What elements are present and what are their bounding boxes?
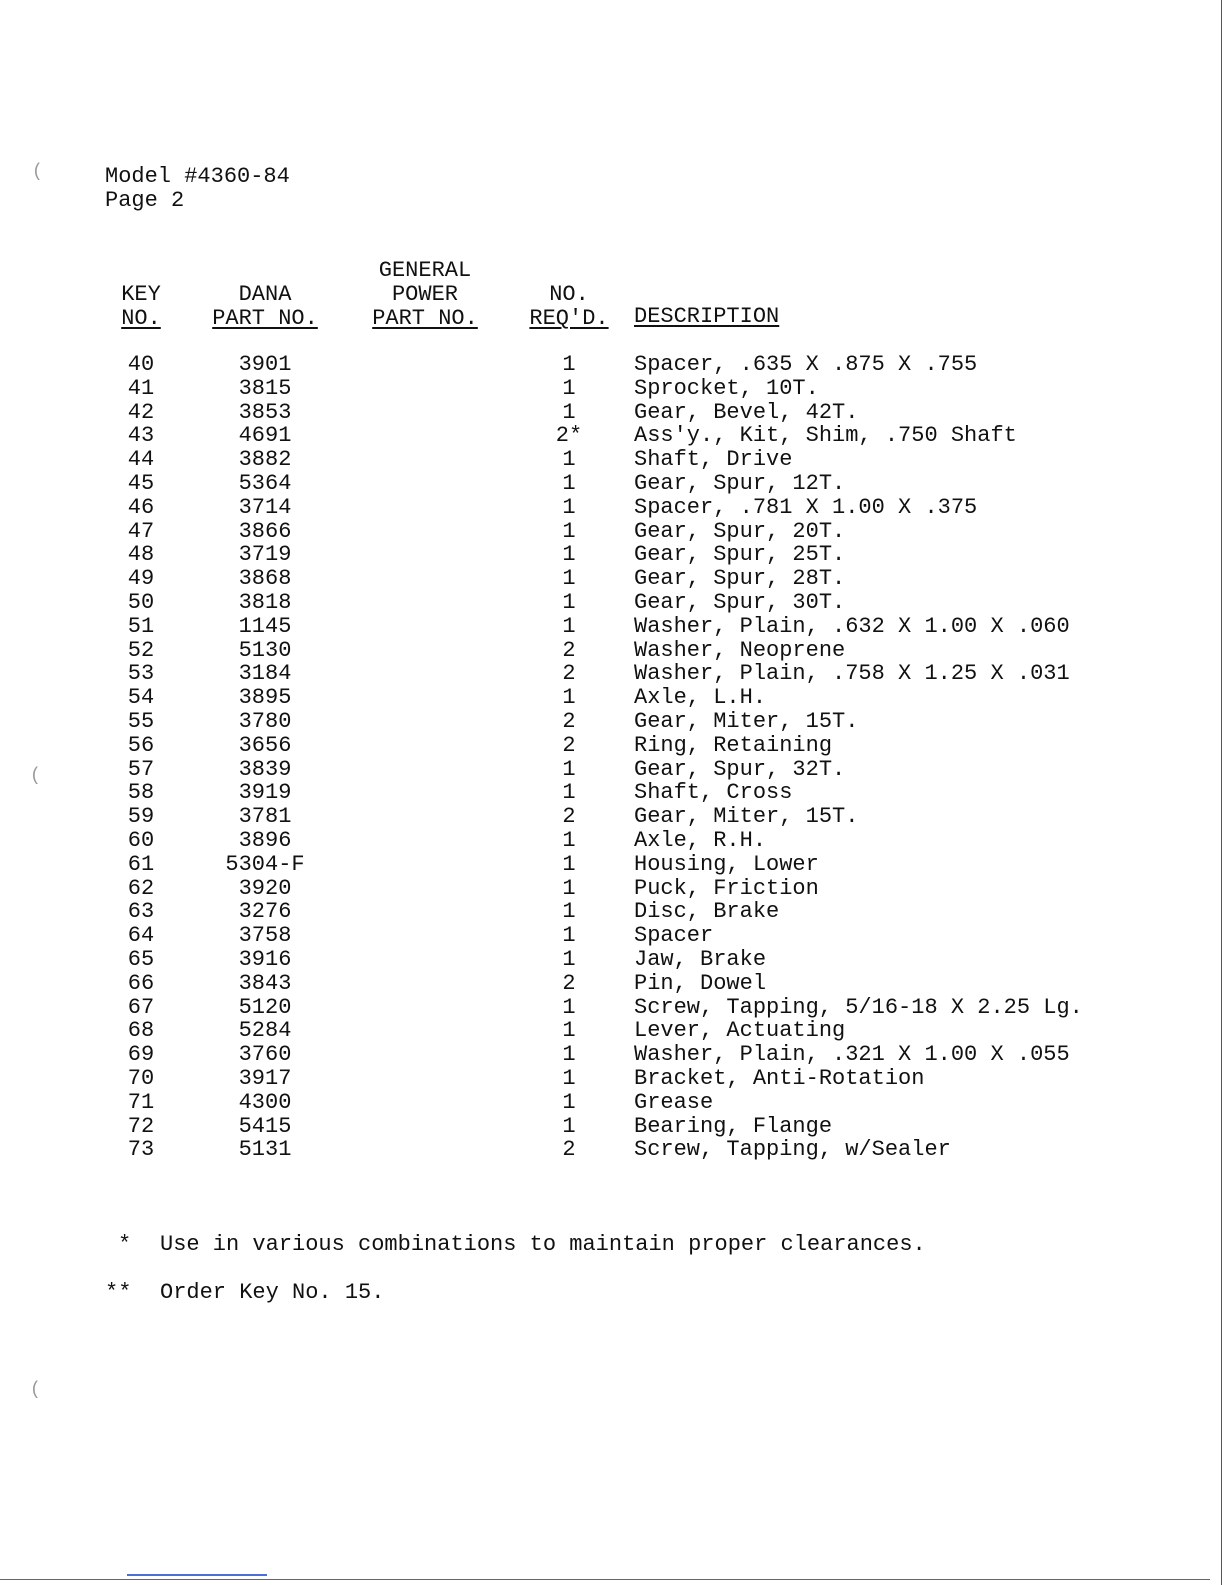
page-label: Page 2: [105, 188, 185, 213]
key-no-cell: 48: [127, 542, 155, 568]
req-qty-cell: 1: [562, 1089, 576, 1115]
req-qty-cell: 1: [562, 518, 576, 544]
key-no-cell: 71: [127, 1089, 155, 1115]
dana-part-no-cell: 3276: [238, 899, 292, 925]
dana-part-no-cell: 3853: [238, 399, 292, 425]
dana-part-no-cell: 3656: [238, 732, 292, 758]
dana-header-line2: PART NO.: [212, 306, 318, 331]
table-row: [0, 853, 1225, 877]
req-qty-cell: 1: [562, 780, 576, 806]
description-cell: Ring, Retaining: [634, 732, 833, 758]
dana-part-no-cell: 3818: [238, 590, 292, 615]
dana-part-no-cell: 3901: [238, 352, 292, 377]
description-cell: Screw, Tapping, 5/16-18 X 2.25 Lg.: [634, 994, 1083, 1020]
req-header-line1: NO.: [549, 282, 589, 307]
req-qty-cell: 1: [562, 352, 576, 377]
table-row: [0, 972, 1225, 996]
dana-part-no-cell: 3760: [238, 1042, 292, 1068]
table-row: [0, 781, 1225, 805]
table-row: [0, 448, 1225, 472]
table-row: [0, 591, 1225, 615]
req-qty-cell: 2: [562, 970, 576, 996]
key-no-cell: 51: [127, 613, 155, 639]
table-row: [0, 543, 1225, 567]
gp-header-line1: GENERAL: [378, 258, 472, 283]
dana-part-no-cell: 3815: [238, 375, 292, 401]
description-cell: Ass'y., Kit, Shim, .750 Shaft: [634, 423, 1017, 449]
table-row: [0, 1019, 1225, 1043]
dana-part-no-cell: 3758: [238, 923, 292, 949]
req-qty-cell: 1: [562, 994, 576, 1020]
key-no-cell: 60: [127, 828, 155, 853]
req-qty-cell: 1: [562, 875, 576, 901]
dana-part-no-cell: 5304-F: [225, 851, 305, 877]
req-qty-cell: 1: [562, 542, 576, 568]
req-qty-cell: 1: [562, 1066, 576, 1091]
key-no-cell: 40: [127, 352, 155, 377]
dana-part-no-cell: 3719: [238, 542, 292, 568]
description-cell: Sprocket, 10T.: [634, 375, 819, 401]
description-cell: Bearing, Flange: [634, 1113, 833, 1139]
note-asterisk-mark: *: [118, 1232, 132, 1257]
req-qty-cell: 2: [562, 804, 576, 830]
table-row: [0, 686, 1225, 710]
margin-speck: (: [30, 1380, 41, 1400]
table-row: [0, 1067, 1225, 1091]
description-cell: Gear, Spur, 20T.: [634, 518, 846, 544]
key-no-cell: 55: [127, 709, 155, 734]
desc-header: DESCRIPTION: [634, 304, 780, 329]
req-qty-cell: 1: [562, 947, 576, 972]
req-qty-cell: 1: [562, 1113, 576, 1139]
margin-speck: (: [30, 766, 41, 786]
req-qty-cell: 1: [562, 828, 576, 853]
description-cell: Spacer, .635 X .875 X .755: [634, 352, 978, 377]
key-header-line1: KEY: [121, 282, 161, 307]
dana-part-no-cell: 3868: [238, 566, 292, 592]
dana-part-no-cell: 3917: [238, 1066, 292, 1091]
table-row: [0, 353, 1225, 377]
model-label: Model #4360-84: [105, 164, 290, 189]
description-cell: Gear, Miter, 15T.: [634, 709, 859, 734]
key-no-cell: 69: [127, 1042, 155, 1068]
table-row: [0, 520, 1225, 544]
req-qty-cell: 2*: [555, 423, 583, 449]
table-row: [0, 472, 1225, 496]
description-cell: Gear, Spur, 25T.: [634, 542, 846, 568]
key-no-cell: 57: [127, 756, 155, 782]
key-no-cell: 44: [127, 447, 155, 473]
key-no-cell: 50: [127, 590, 155, 615]
key-no-cell: 61: [127, 851, 155, 877]
req-qty-cell: 1: [562, 1018, 576, 1044]
key-no-cell: 72: [127, 1113, 155, 1139]
dana-part-no-cell: 5364: [238, 471, 292, 496]
req-qty-cell: 1: [562, 399, 576, 425]
req-qty-cell: 1: [562, 851, 576, 877]
dana-part-no-cell: 4691: [238, 423, 292, 449]
req-header-line2: REQ'D.: [529, 306, 609, 331]
description-cell: Screw, Tapping, w/Sealer: [634, 1137, 951, 1163]
dana-part-no-cell: 1145: [238, 613, 292, 639]
table-row: [0, 1043, 1225, 1067]
req-qty-cell: 1: [562, 494, 576, 520]
dana-part-no-cell: 5131: [238, 1137, 292, 1163]
dana-part-no-cell: 3882: [238, 447, 292, 473]
note-double-asterisk-mark: **: [105, 1280, 132, 1305]
description-cell: Axle, L.H.: [634, 685, 767, 711]
description-cell: Washer, Plain, .758 X 1.25 X .031: [634, 661, 1070, 687]
table-row: [0, 758, 1225, 782]
dana-part-no-cell: 3866: [238, 518, 292, 544]
table-row: [0, 996, 1225, 1020]
description-cell: Gear, Miter, 15T.: [634, 804, 859, 830]
key-no-cell: 46: [127, 494, 155, 520]
dana-part-no-cell: 3839: [238, 756, 292, 782]
req-qty-cell: 1: [562, 756, 576, 782]
table-row: [0, 948, 1225, 972]
dana-part-no-cell: 3920: [238, 875, 292, 901]
dana-part-no-cell: 4300: [238, 1089, 292, 1115]
key-no-cell: 52: [127, 637, 155, 663]
table-row: [0, 1115, 1225, 1139]
req-qty-cell: 1: [562, 375, 576, 401]
key-no-cell: 63: [127, 899, 155, 925]
description-cell: Gear, Spur, 28T.: [634, 566, 846, 592]
description-cell: Washer, Plain, .321 X 1.00 X .055: [634, 1042, 1070, 1068]
description-cell: Spacer, .781 X 1.00 X .375: [634, 494, 978, 520]
key-no-cell: 54: [127, 685, 155, 711]
table-row: [0, 377, 1225, 401]
key-no-cell: 49: [127, 566, 155, 592]
table-row: [0, 710, 1225, 734]
dana-part-no-cell: 5120: [238, 994, 292, 1020]
req-qty-cell: 2: [562, 1137, 576, 1163]
table-row: [0, 424, 1225, 448]
table-row: [0, 734, 1225, 758]
req-qty-cell: 1: [562, 471, 576, 496]
key-no-cell: 59: [127, 804, 155, 830]
dana-part-no-cell: 3184: [238, 661, 292, 687]
dana-part-no-cell: 3714: [238, 494, 292, 520]
req-qty-cell: 1: [562, 447, 576, 473]
description-cell: Grease: [634, 1089, 714, 1115]
table-row: [0, 1091, 1225, 1115]
dana-part-no-cell: 3916: [238, 947, 292, 972]
req-qty-cell: 2: [562, 637, 576, 663]
description-cell: Housing, Lower: [634, 851, 819, 877]
req-qty-cell: 2: [562, 661, 576, 687]
description-cell: Washer, Neoprene: [634, 637, 846, 663]
table-row: [0, 924, 1225, 948]
description-cell: Axle, R.H.: [634, 828, 767, 853]
dana-part-no-cell: 5284: [238, 1018, 292, 1044]
key-no-cell: 73: [127, 1137, 155, 1163]
table-row: [0, 662, 1225, 686]
description-cell: Lever, Actuating: [634, 1018, 846, 1044]
dana-part-no-cell: 5130: [238, 637, 292, 663]
description-cell: Washer, Plain, .632 X 1.00 X .060: [634, 613, 1070, 639]
table-row: [0, 829, 1225, 853]
dana-part-no-cell: 3780: [238, 709, 292, 734]
key-no-cell: 62: [127, 875, 155, 901]
key-no-cell: 56: [127, 732, 155, 758]
description-cell: Puck, Friction: [634, 875, 819, 901]
description-cell: Gear, Spur, 30T.: [634, 590, 846, 615]
key-header-line2: NO.: [121, 306, 161, 331]
req-qty-cell: 1: [562, 1042, 576, 1068]
req-qty-cell: 1: [562, 613, 576, 639]
description-cell: Disc, Brake: [634, 899, 780, 925]
table-row: [0, 401, 1225, 425]
key-no-cell: 66: [127, 970, 155, 996]
note-clearances: Use in various combinations to maintain proper clearances.: [160, 1232, 926, 1257]
key-no-cell: 68: [127, 1018, 155, 1044]
description-cell: Jaw, Brake: [634, 947, 767, 972]
key-no-cell: 41: [127, 375, 155, 401]
req-qty-cell: 1: [562, 590, 576, 615]
description-cell: Shaft, Cross: [634, 780, 793, 806]
margin-speck: (: [32, 162, 43, 182]
req-qty-cell: 2: [562, 732, 576, 758]
key-no-cell: 58: [127, 780, 155, 806]
dana-part-no-cell: 3896: [238, 828, 292, 853]
key-no-cell: 43: [127, 423, 155, 449]
dana-part-no-cell: 3843: [238, 970, 292, 996]
dana-part-no-cell: 3919: [238, 780, 292, 806]
description-cell: Pin, Dowel: [634, 970, 767, 996]
description-cell: Gear, Spur, 32T.: [634, 756, 846, 782]
req-qty-cell: 1: [562, 685, 576, 711]
table-row: [0, 877, 1225, 901]
req-qty-cell: 1: [562, 566, 576, 592]
dana-header-line1: DANA: [238, 282, 292, 307]
table-row: [0, 805, 1225, 829]
table-row: [0, 496, 1225, 520]
key-no-cell: 64: [127, 923, 155, 949]
description-cell: Gear, Spur, 12T.: [634, 471, 846, 496]
scan-mark: [127, 1574, 267, 1576]
key-no-cell: 70: [127, 1066, 155, 1091]
description-cell: Bracket, Anti-Rotation: [634, 1066, 925, 1091]
description-cell: Shaft, Drive: [634, 447, 793, 473]
key-no-cell: 45: [127, 471, 155, 496]
gp-header-line3: PART NO.: [372, 306, 478, 331]
bottom-page-edge: [0, 1579, 1210, 1580]
key-no-cell: 65: [127, 947, 155, 972]
description-cell: Gear, Bevel, 42T.: [634, 399, 859, 425]
table-row: [0, 567, 1225, 591]
dana-part-no-cell: 5415: [238, 1113, 292, 1139]
req-qty-cell: 1: [562, 899, 576, 925]
description-cell: Spacer: [634, 923, 714, 949]
key-no-cell: 42: [127, 399, 155, 425]
table-row: [0, 639, 1225, 663]
gp-header-line2: POWER: [391, 282, 458, 307]
req-qty-cell: 1: [562, 923, 576, 949]
note-order-key: Order Key No. 15.: [160, 1280, 385, 1305]
table-row: [0, 615, 1225, 639]
key-no-cell: 53: [127, 661, 155, 687]
dana-part-no-cell: 3895: [238, 685, 292, 711]
table-row: [0, 1138, 1225, 1162]
table-row: [0, 900, 1225, 924]
key-no-cell: 67: [127, 994, 155, 1020]
key-no-cell: 47: [127, 518, 155, 544]
req-qty-cell: 2: [562, 709, 576, 734]
dana-part-no-cell: 3781: [238, 804, 292, 830]
